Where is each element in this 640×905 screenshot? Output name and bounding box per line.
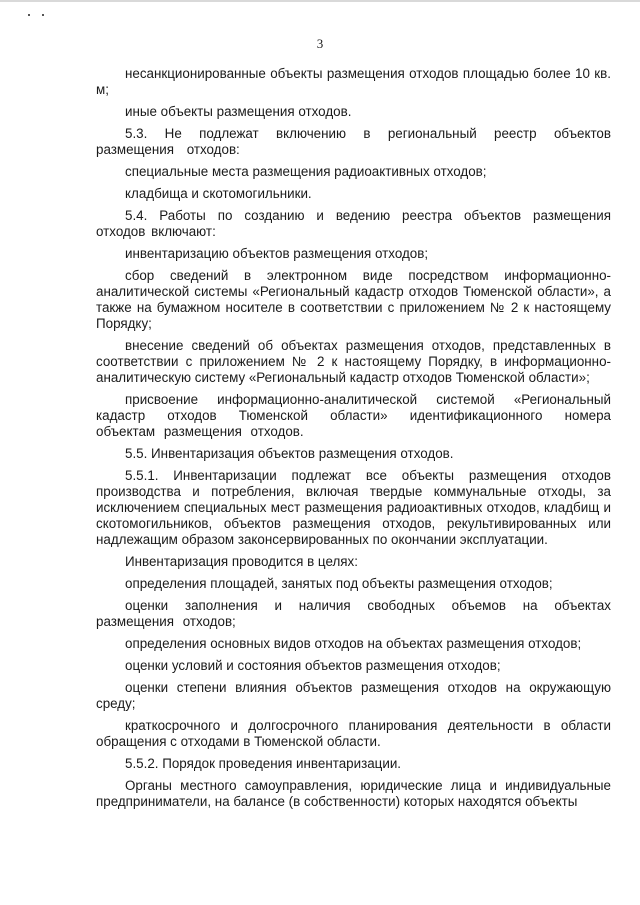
paragraph: определения площадей, занятых под объекты размещения отходов;	[125, 576, 553, 591]
scan-speck	[42, 14, 44, 16]
paragraph: оценки заполнения и наличия свободных объемов на объектах размещения отходов;	[96, 598, 611, 629]
paragraph: 5.3. Не подлежат включению в региональный реестр объектов размещения отходов:	[96, 126, 611, 157]
paragraph: инвентаризацию объектов размещения отходов;	[125, 246, 429, 261]
paragraph: несанкционированные объекты размещения отходов площадью более 10 кв. м;	[96, 66, 611, 97]
document-body	[96, 66, 611, 816]
paragraph: 5.5.2. Порядок проведения инвентаризации.	[125, 756, 402, 771]
paragraph: краткосрочного и долгосрочного планирования деятельности в области обращения с отходами в Тюменской области.	[96, 718, 611, 749]
paragraph: иные объекты размещения отходов.	[125, 104, 352, 119]
paragraph: специальные места размещения радиоактивных отходов;	[125, 164, 487, 179]
scan-speck	[28, 14, 30, 16]
paragraph: кладбища и скотомогильники.	[125, 186, 312, 201]
paragraph: внесение сведений об объектах размещения отходов, представленных в соответствии с приложением № 2 к настоящему Порядку, в информационно-аналитическую систему «Региональный кадастр отходов Тюменской области»;	[96, 338, 611, 385]
paragraph: присвоение информационно-аналитической системой «Региональный кадастр отходов Тюменской области» идентификационного номера объектам размещения отходов.	[96, 392, 611, 439]
paragraph: Органы местного самоуправления, юридические лица и индивидуальные предприниматели, на балансе (в собственности) которых находятся объекты	[96, 778, 611, 809]
paragraph: 5.5. Инвентаризация объектов размещения отходов.	[125, 446, 454, 461]
paragraph: определения основных видов отходов на объектах размещения отходов;	[125, 636, 582, 651]
scan-top-edge	[0, 0, 640, 2]
paragraph: 5.4. Работы по созданию и ведению реестра объектов размещения отходов включают:	[96, 208, 611, 239]
paragraph: оценки степени влияния объектов размещения отходов на окружающую среду;	[96, 680, 611, 711]
paragraph: 5.5.1. Инвентаризации подлежат все объекты размещения отходов производства и потребления, включая твердые коммунальные отходы, за исключением специальных мест размещения радиоактивных отходов, кладбищ и скотомогильников, объектов размещения отходов, рекультивированных или надлежащим образом законсервированных по окончании эксплуатации.	[96, 468, 611, 547]
page-number: 3	[316, 36, 324, 51]
paragraph: Инвентаризация проводится в целях:	[125, 554, 358, 569]
paragraph: сбор сведений в электронном виде посредством информационно-аналитической системы «Региональный кадастр отходов Тюменской области», а также на бумажном носителе в соответствии с приложением № 2 к настоящему Порядку;	[96, 268, 611, 331]
paragraph: оценки условий и состояния объектов размещения отходов;	[125, 658, 501, 673]
